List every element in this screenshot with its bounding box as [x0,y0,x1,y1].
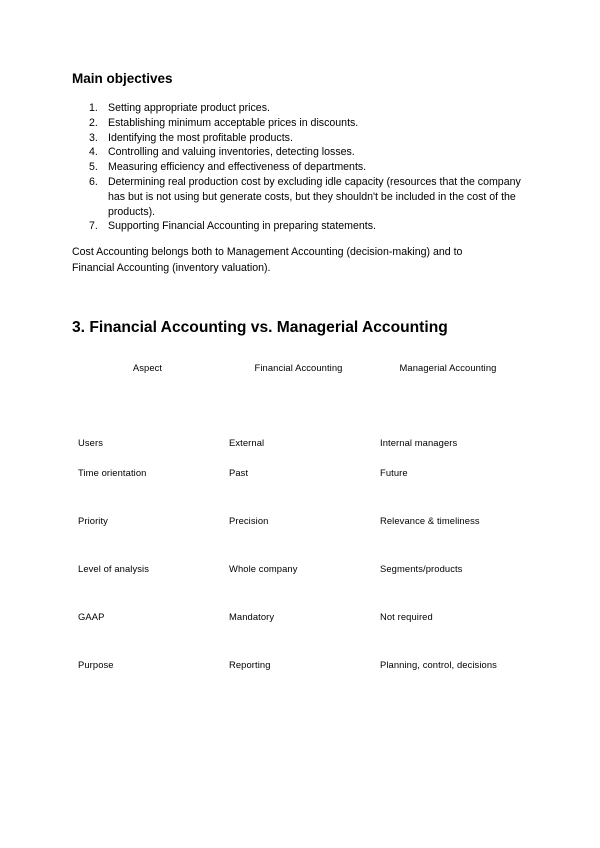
list-item-text: Measuring efficiency and effectiveness of departments. [108,161,367,174]
comparison-table [72,352,522,688]
table-cell-aspect: Level of analysis [78,562,150,574]
table-cell-aspect: Time orientation [78,466,147,478]
table-cell-financial: Mandatory [229,610,275,622]
list-item [72,145,522,160]
table-cell-financial: Reporting [229,658,271,670]
list-item-number: 1. [89,102,98,114]
header-financial-accounting: Financial Accounting [254,361,343,373]
list-item-number: 4. [89,146,98,159]
table-row [72,640,522,688]
objectives-list [72,101,522,234]
table-cell-aspect: Purpose [78,658,114,670]
table-row [72,544,522,592]
header-managerial-accounting: Managerial Accounting [399,361,497,373]
table-cell-managerial: Relevance & timeliness [380,514,480,526]
list-item [72,101,522,116]
table-row [72,448,522,496]
objectives-heading: Main objectives [72,71,173,86]
table-cell-financial: Precision [229,514,269,526]
list-item-number: 3. [89,131,98,144]
list-item-number: 5. [89,161,98,174]
table-cell-managerial: Future [380,466,408,478]
list-item-text: Establishing minimum acceptable prices in discounts. [108,116,359,129]
table-cell-financial: Whole company [229,562,298,574]
table-cell-financial: External [229,437,265,448]
list-item [72,219,522,234]
list-item [72,116,522,131]
cost-accounting-paragraph: Cost Accounting belongs both to Management Accounting (decision-making) and to Financial Accounting (inventory valuation). [72,246,463,274]
list-item-number: 6. [89,175,98,188]
table-cell-managerial: Internal managers [380,437,458,448]
table-cell-managerial: Segments/products [380,562,463,574]
section-heading: 3. Financial Accounting vs. Managerial Accounting [72,319,448,336]
table-row [72,496,522,544]
table-cell-aspect: Priority [78,514,108,526]
table-header-row [72,352,522,382]
list-item-text: Controlling and valuing inventories, detecting losses. [108,146,355,159]
table-cell-financial: Past [229,466,249,478]
table-cell-aspect: Users [78,437,103,448]
list-item [72,131,522,146]
list-item [72,175,522,219]
list-item-text: Setting appropriate product prices. [108,102,270,114]
list-item-number: 7. [89,220,98,233]
header-aspect: Aspect [132,361,163,373]
list-item-text: Determining real production cost by excluding idle capacity (resources that the company has but is not using but generate costs, but they shouldn't be included in the cost of the products). [108,175,521,218]
table-row [72,382,522,448]
list-item [72,160,522,175]
table-cell-managerial: Not required [380,610,433,622]
list-item-number: 2. [89,116,98,129]
table-row [72,592,522,640]
table-cell-managerial: Planning, control, decisions [380,658,497,670]
list-item-text: Identifying the most profitable products. [108,131,293,144]
table-cell-aspect: GAAP [78,610,105,622]
list-item-text: Supporting Financial Accounting in preparing statements. [108,220,376,233]
